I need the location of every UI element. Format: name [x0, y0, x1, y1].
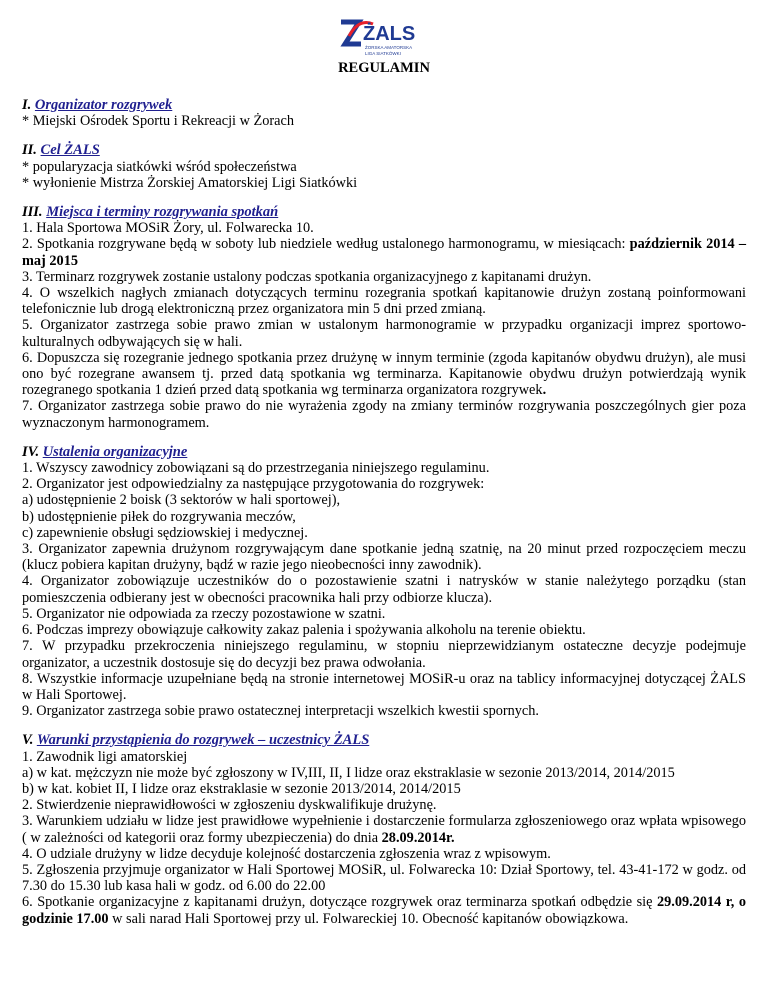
bold-text: .	[542, 382, 547, 399]
paragraph: b) udostępnienie piłek do rozgrywania meczów,	[22, 508, 296, 525]
section-number: I.	[22, 97, 32, 113]
paragraph: 4. O udziale drużyny w lidze decyduje kolejność dostarczenia zgłoszenia wraz z wpisowym.	[22, 845, 551, 862]
paragraph: a) w kat. mężczyzn nie może być zgłoszony w IV,III, II, I lidze oraz ekstraklasie w sezonie 2013/2014, 2014/2015	[22, 764, 675, 781]
paragraph: 5. Organizator zastrzega sobie prawo zmian w ustalonym harmonogramie w przypadku organizacji imprez sportowo-kulturalnych odbywających się w hali.	[22, 317, 746, 350]
paragraph: 3. Terminarz rozgrywek zostanie ustalony podczas spotkania organizacyjnego z kapitanami drużyn.	[22, 268, 592, 285]
section-name: Ustalenia organizacyjne	[42, 443, 188, 460]
section-1-heading	[22, 97, 746, 113]
document-title: REGULAMIN	[338, 60, 430, 76]
text: 6. Spotkanie organizacyjne z kapitanami drużyn, dotyczące rozgrywek oraz terminarza spotkań odbędzie się	[22, 894, 657, 911]
paragraph: 7. Organizator zastrzega sobie prawo do nie wyrażenia zgody na zmiany terminów rozgrywania poszczególnych gier poza wyznaczonym harmonogramem.	[22, 398, 746, 431]
paragraph: 7. W przypadku przekroczenia niniejszego regulaminu, w stopniu nieprzewidzianym ostateczne decyzje podejmuje organizator, a uczestnik dostosuje się do decyzji bez prawa odwołania.	[22, 638, 746, 671]
paragraph: 4. O wszelkich nagłych zmianach dotyczących terminu rozegrania spotkań kapitanowie drużyn zostaną poinformowani telefonicznie lub drogą elektroniczną przez organizatora min 5 dni przed zmianą.	[22, 285, 746, 318]
paragraph: 6. Podczas imprezy obowiązuje całkowity zakaz palenia i spożywania alkoholu na terenie obiektu.	[22, 622, 586, 639]
section-number: II.	[22, 142, 37, 159]
text: 2. Spotkania rozgrywane będą w soboty lub niedziele według ustalonego harmonogramu, w miesiącach:	[22, 236, 630, 253]
paragraph: c) zapewnienie obsługi sędziowskiej i medycznej.	[22, 524, 308, 541]
paragraph: 1. Wszyscy zawodnicy zobowiązani są do przestrzegania niniejszego regulaminu.	[22, 460, 490, 477]
paragraph: 1. Hala Sportowa MOSiR Żory, ul. Folwarecka 10.	[22, 220, 314, 237]
paragraph: b) w kat. kobiet II, I lidze oraz ekstraklasie w sezonie 2013/2014, 2014/2015	[22, 780, 461, 797]
paragraph: a) udostępnienie 2 boisk (3 sektorów w hali sportowej),	[22, 492, 341, 509]
paragraph: * popularyzacja siatkówki wśród społeczeństwa	[22, 158, 297, 175]
paragraph: 8. Wszystkie informacje uzupełniane będą na stronie internetowej MOSiR-u oraz na tablicy informacyjnej dotyczącej ŻALS w Hali Sportowej.	[22, 670, 746, 703]
paragraph	[22, 350, 746, 399]
paragraph: 1. Zawodnik ligi amatorskiej	[22, 748, 188, 765]
section-number: IV.	[22, 443, 40, 460]
paragraph: 9. Organizator zastrzega sobie prawo ostatecznej interpretacji wszelkich kwestii spornych.	[22, 703, 540, 720]
paragraph	[22, 813, 746, 845]
section-5	[22, 732, 746, 926]
logo-subtitle-1: ŻORSKA AMATORSKA	[365, 45, 413, 50]
section-name: Organizator rozgrywek	[34, 97, 173, 113]
text: 6. Dopuszcza się rozegranie jednego spotkania przez drużynę w innym terminie (zgoda kapitanów obydwu drużyn), ale musi ono być rozegrane awansem tj. przed datą spotkania wg terminarza. Kapitanowie obydwu drużyn potwierdzają wynik rozegranego spotkania 1 dzień przed datą spotkania wg terminarza organizatora rozgrywek	[22, 349, 746, 399]
section-3-heading	[22, 204, 746, 220]
bold-text: 28.09.2014r.	[381, 829, 455, 846]
zals-logo	[329, 14, 439, 58]
logo-text: ŻALS	[363, 23, 416, 45]
section-4-heading	[22, 444, 746, 460]
section-5-heading	[22, 732, 746, 748]
paragraph: 4. Organizator zobowiązuje uczestników do o pozostawienie szatni i natrysków w stanie należytego porządku (stan pomieszczenia odbierany jest w obecności pracownika hali przy odbiorze klucza).	[22, 573, 746, 606]
section-name: Warunki przystąpienia do rozgrywek – uczestnicy ŻALS	[36, 732, 370, 749]
paragraph: * wyłonienie Mistrza Żorskiej Amatorskiej Ligi Siatkówki	[22, 174, 358, 191]
paragraph	[22, 894, 746, 926]
text: 3. Warunkiem udziału w lidze jest prawidłowe wypełnienie i dostarczenie formularza zgłoszeniowego oraz wpłata wpisowego ( w zależności od kategorii oraz formy ubezpieczenia) do dnia	[22, 813, 746, 846]
bold-text: październik 2014 – maj 2015	[22, 236, 747, 269]
section-number: III.	[22, 204, 43, 221]
section-2-heading	[22, 142, 746, 158]
paragraph: 2. Stwierdzenie nieprawidłowości w zgłoszeniu dyskwalifikuje drużynę.	[22, 797, 437, 814]
paragraph: 5. Organizator nie odpowiada za rzeczy pozostawione w szatni.	[22, 605, 386, 622]
bold-text: 29.09.2014 r, o godzinie 17.00	[22, 894, 746, 927]
section-name: Miejsca i terminy rozgrywania spotkań	[46, 204, 279, 221]
paragraph: * Miejski Ośrodek Sportu i Rekreacji w Żorach	[22, 113, 294, 130]
text: w sali narad Hali Sportowej przy ul. Folwareckiej 10. Obecność kapitanów obowiązkowa.	[108, 910, 629, 927]
section-name: Cel ŻALS	[40, 142, 100, 159]
section-number: V.	[22, 732, 34, 749]
section-2	[22, 142, 746, 191]
section-3	[22, 204, 746, 431]
logo-subtitle-2: LIGA SIATKÓWKI	[365, 51, 401, 56]
paragraph	[22, 236, 746, 268]
section-1	[22, 97, 746, 129]
section-4	[22, 444, 746, 719]
paragraph: 2. Organizator jest odpowiedzialny za następujące przygotowania do rozgrywek:	[22, 476, 485, 493]
paragraph: 3. Organizator zapewnia drużynom rozgrywającym dane spotkanie jedną szatnię, na 20 minut przed rozpoczęciem meczu (klucz pobiera kapitan drużyny, bądź w razie jego nieobecności inny zawodnik).	[22, 541, 746, 574]
document-page	[22, 14, 746, 940]
paragraph: 5. Zgłoszenia przyjmuje organizator w Hali Sportowej MOSiR, ul. Folwarecka 10: Dział Sportowy, tel. 43-41-172 w godz. od 7.30 do 15.30 lub kasa hali w godz. od 6.00 do 22.00	[22, 861, 746, 895]
